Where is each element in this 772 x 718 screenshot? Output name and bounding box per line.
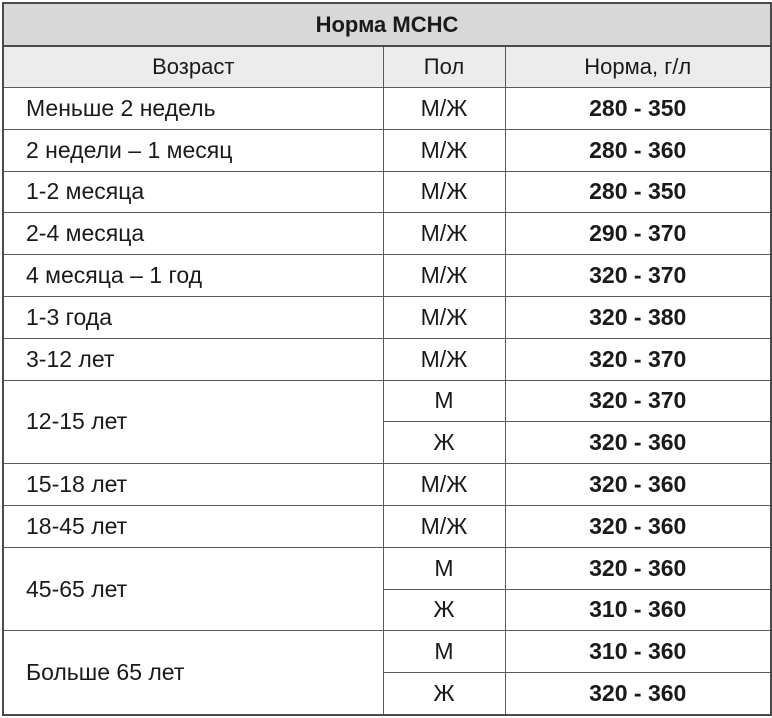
norm-cell-female: 320 - 360: [505, 673, 771, 715]
norm-cell: 280 - 350: [505, 88, 771, 130]
age-cell: Больше 65 лет: [3, 631, 383, 715]
norm-cell-male: 320 - 370: [505, 380, 771, 422]
sex-cell-male: М: [383, 631, 505, 673]
norm-cell: 320 - 380: [505, 296, 771, 338]
table-row: [3, 296, 771, 338]
norm-cell: 280 - 350: [505, 171, 771, 213]
norm-cell-female: 320 - 360: [505, 422, 771, 464]
table-row: [3, 380, 771, 422]
age-cell: 1-2 месяца: [3, 171, 383, 213]
age-cell: 2 недели – 1 месяц: [3, 129, 383, 171]
table-row: [3, 464, 771, 506]
age-cell: Меньше 2 недель: [3, 88, 383, 130]
norm-cell: 320 - 370: [505, 338, 771, 380]
table-row: [3, 213, 771, 255]
table-row: [3, 547, 771, 589]
sex-cell: М/Ж: [383, 338, 505, 380]
sex-cell: М/Ж: [383, 505, 505, 547]
norm-cell-male: 310 - 360: [505, 631, 771, 673]
mchc-norm-table: [2, 2, 772, 716]
sex-cell: М/Ж: [383, 255, 505, 297]
table-title-row: [3, 3, 771, 46]
sex-cell: М/Ж: [383, 171, 505, 213]
norm-cell: 320 - 370: [505, 255, 771, 297]
norm-cell-female: 310 - 360: [505, 589, 771, 631]
table-row: [3, 129, 771, 171]
table-row: [3, 88, 771, 130]
age-cell: 12-15 лет: [3, 380, 383, 464]
sex-cell: М/Ж: [383, 464, 505, 506]
sex-cell: М/Ж: [383, 213, 505, 255]
table-title: Норма МСНС: [3, 3, 771, 46]
norm-cell: 280 - 360: [505, 129, 771, 171]
age-cell: 2-4 месяца: [3, 213, 383, 255]
sex-cell-female: Ж: [383, 422, 505, 464]
sex-cell-male: М: [383, 380, 505, 422]
table-row: [3, 171, 771, 213]
norm-cell: 290 - 370: [505, 213, 771, 255]
norm-cell: 320 - 360: [505, 464, 771, 506]
age-cell: 1-3 года: [3, 296, 383, 338]
age-cell: 15-18 лет: [3, 464, 383, 506]
table-header-row: [3, 46, 771, 88]
age-cell: 3-12 лет: [3, 338, 383, 380]
column-header-norm: Норма, г/л: [505, 46, 771, 88]
age-cell: 45-65 лет: [3, 547, 383, 631]
sex-cell: М/Ж: [383, 296, 505, 338]
norm-cell-male: 320 - 360: [505, 547, 771, 589]
sex-cell-female: Ж: [383, 673, 505, 715]
table-row: [3, 631, 771, 673]
sex-cell-male: М: [383, 547, 505, 589]
sex-cell-female: Ж: [383, 589, 505, 631]
norm-cell: 320 - 360: [505, 505, 771, 547]
column-header-sex: Пол: [383, 46, 505, 88]
table-row: [3, 338, 771, 380]
table-row: [3, 505, 771, 547]
sex-cell: М/Ж: [383, 88, 505, 130]
sex-cell: М/Ж: [383, 129, 505, 171]
age-cell: 18-45 лет: [3, 505, 383, 547]
age-cell: 4 месяца – 1 год: [3, 255, 383, 297]
table-row: [3, 255, 771, 297]
column-header-age: Возраст: [3, 46, 383, 88]
